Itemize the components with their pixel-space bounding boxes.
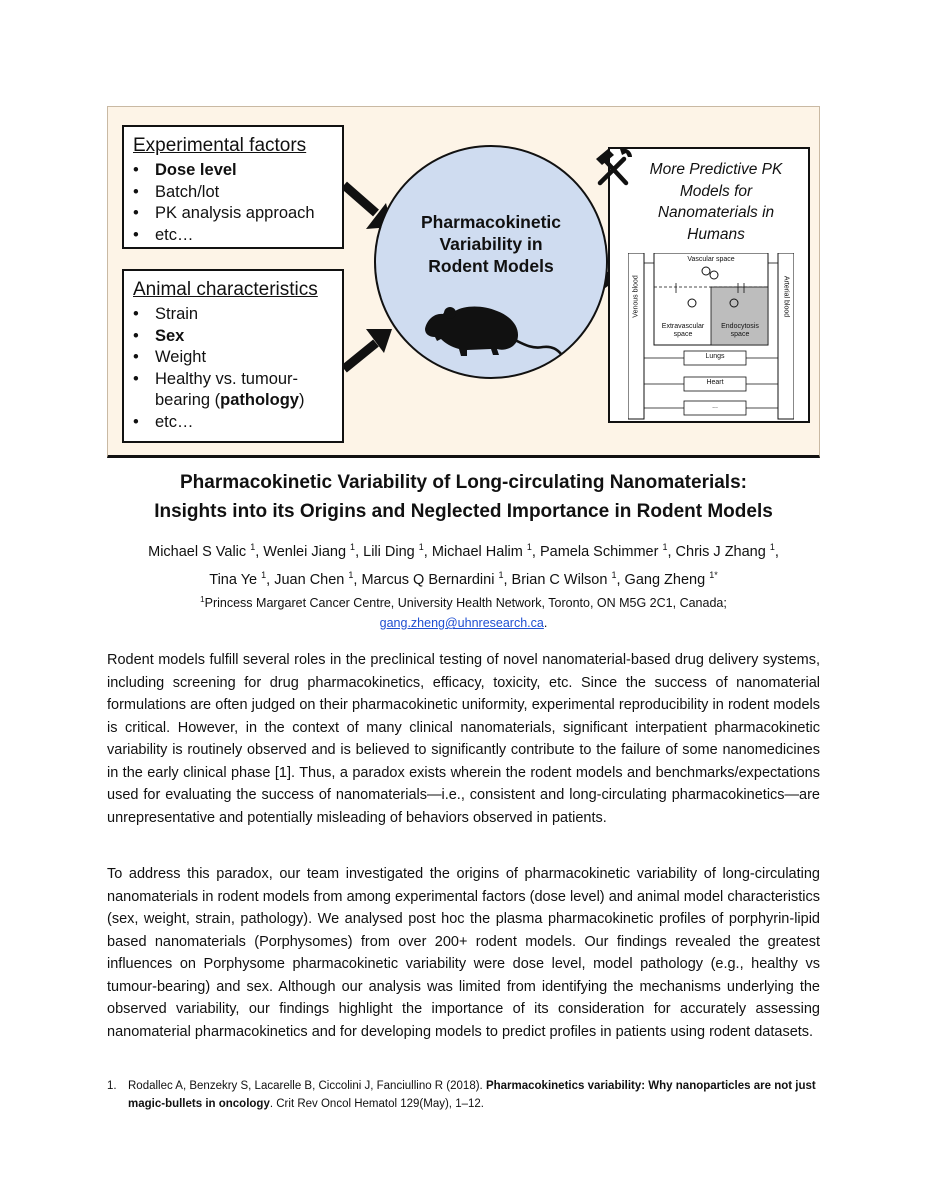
item-text: Batch/lot	[155, 182, 220, 201]
vascular-space-label: Vascular space	[687, 256, 735, 263]
author-affiliation-marker: 1	[250, 542, 256, 552]
author-name: Pamela Schimmer $^1$	[539, 542, 668, 560]
experimental-factors-title: Experimental factors	[133, 135, 307, 156]
reference-title: Pharmacokinetics variability: Why nanoparticles are not just magic-bullets in oncology	[128, 1080, 816, 1110]
title-line: Humans	[687, 225, 745, 243]
label-line: Endocytosis	[721, 323, 759, 330]
animal-characteristics-title: Animal characteristics	[133, 279, 318, 300]
author-name: Juan Chen $^1$	[274, 569, 354, 588]
item-text: Dose level	[155, 161, 237, 179]
animal-characteristics-box	[122, 269, 344, 443]
item-text: pathology	[220, 391, 299, 410]
item-text: etc…	[155, 412, 194, 431]
title-line: Pharmacokinetic Variability of Long-circulating Nanomaterials:	[180, 472, 747, 493]
author-affiliation-marker: 1	[769, 542, 775, 552]
pk-compartment-diagram	[628, 253, 794, 423]
author-affiliation-marker: 1*	[709, 569, 718, 580]
paper-title	[0, 468, 927, 526]
item-text: Healthy vs. tumour-	[155, 369, 299, 388]
author-affiliation-marker: 1	[526, 542, 532, 552]
author-affiliation-marker: 1	[261, 569, 267, 580]
author-name: Wenlei Jiang $^1$	[263, 542, 356, 560]
author-name: Gang Zheng $^{1*}$	[624, 569, 718, 588]
reference-journal: . Crit Rev Oncol Hematol 129(May), 1–12.	[269, 1098, 484, 1110]
list-item	[133, 369, 342, 412]
title-line: More Predictive PK	[649, 161, 783, 178]
author-name: Chris J Zhang $^1$	[675, 542, 775, 560]
affiliation-marker: 1	[200, 595, 205, 604]
animal-characteristics-list	[124, 304, 342, 434]
venous-blood-label: Venous blood	[632, 275, 640, 318]
list-item	[133, 225, 342, 247]
author-affiliation-marker: 1	[611, 569, 617, 580]
endocytosis-space-label	[712, 323, 768, 339]
author-name: Marcus Q Bernardini $^1$	[361, 569, 504, 588]
graphical-abstract-figure	[107, 106, 820, 458]
author-list: Michael S Valic $^1$, Wenlei Jiang $^1$, Lili Ding $^1$, Michael Halim $^1$, Pamela Schimmer $^1$, Chris J Zhang $^1$, Tina Ye $^1$, Juan Chen $^1$, Marcus Q Bernardini $^1$, Brian C Wilson $^1$, Gang Zheng $^{1*}$	[148, 542, 779, 588]
title-line: Models for	[679, 182, 753, 200]
label-line: space	[730, 331, 750, 338]
heart-label: Heart	[706, 379, 724, 386]
label-line: space	[673, 331, 693, 338]
author-name: Michael Halim $^1$	[431, 542, 532, 560]
item-text: PK analysis approach	[155, 204, 315, 223]
list-item	[133, 347, 342, 369]
author-affiliation-marker: 1	[350, 542, 356, 552]
list-item	[133, 326, 342, 348]
reference-item	[107, 1077, 820, 1113]
arterial-blood-label: Arterial blood	[782, 275, 790, 318]
reference-text	[128, 1077, 820, 1113]
item-text: Sex	[155, 326, 185, 345]
extravascular-space-label	[655, 323, 711, 339]
affiliation	[0, 590, 927, 633]
experimental-factors-box	[122, 125, 344, 249]
affiliation-text: Princess Margaret Cancer Centre, University Health Network, Toronto, ON M5G 2C1, Canada;	[204, 596, 727, 611]
list-item	[133, 203, 342, 225]
title-line: Pharmacokinetic	[420, 212, 562, 232]
title-line: Insights into its Origins and Neglected Importance in Rodent Models	[154, 501, 773, 522]
author-name: Tina Ye $^1$	[209, 569, 267, 588]
title-line: Nanomaterials in	[657, 204, 775, 221]
list-item	[133, 304, 342, 326]
author-affiliation-marker: 1	[418, 542, 424, 552]
item-text: )	[298, 391, 305, 410]
item-text: Strain	[155, 305, 199, 323]
predictive-model-box	[608, 147, 810, 423]
experimental-factors-list	[124, 160, 342, 246]
variability-title	[376, 211, 606, 277]
reference-number: 1.	[107, 1080, 117, 1092]
item-text: bearing (	[155, 391, 221, 410]
list-item	[133, 412, 342, 434]
more-organs-label: ...	[712, 403, 718, 410]
author-affiliation-marker: 1	[498, 569, 504, 580]
email-suffix: .	[543, 616, 548, 631]
label-line: Extravascular	[661, 323, 705, 330]
author-affiliation-marker: 1	[662, 542, 668, 552]
model-title	[628, 159, 804, 245]
body-paragraph: To address this paradox, our team investigated the origins of pharmacokinetic variability of long-circulating nanomaterials in rodent models from among experimental factors (dose level) and animal model characteristics (sex, weight, strain, pathology). We analysed post hoc the plasma pharmacokinetic profiles of porphyrin-lipid based nanomaterials (Porphysomes) from over 200+ rodent models. Our findings revealed the greatest influences on Porphysome pharmacokinetic variability were dose level, model pathology (e.g., healthy vs tumour-bearing) and sex. Although our analysis was limited from identifying the mechanisms underlying the observed variability, our findings highlight the importance of its consideration for accurately assessing nanomaterial pharmacokinetics and for developing models to predict profiles in patients using rodent datasets.	[107, 866, 820, 1040]
author-name: Brian C Wilson $^1$	[511, 569, 617, 588]
list-item	[133, 182, 342, 204]
pk-diagram-lines	[628, 253, 794, 423]
lungs-label: Lungs	[705, 353, 725, 360]
reference-list	[107, 1077, 820, 1113]
author-name: Lili Ding $^1$	[363, 542, 424, 560]
arrow-icon	[344, 329, 392, 369]
list-item	[133, 160, 342, 182]
item-text: etc…	[155, 225, 194, 244]
author-name: Michael S Valic $^1$	[148, 542, 256, 560]
email-link[interactable]: gang.zheng@uhnresearch.ca	[379, 616, 544, 631]
title-line: Variability in	[439, 234, 543, 254]
item-text: Weight	[155, 348, 207, 367]
variability-circle	[374, 145, 608, 379]
title-line: Rodent Models	[428, 256, 554, 276]
reference-authors: Rodallec A, Benzekry S, Lacarelle B, Ciccolini J, Fanciullino R (2018).	[128, 1080, 483, 1092]
mouse-icon	[413, 297, 563, 361]
author-affiliation-marker: 1	[348, 569, 354, 580]
body-paragraph: Rodent models fulfill several roles in the preclinical testing of novel nanomaterial-based drug delivery systems, including screening for drug pharmacokinetics, efficacy, toxicity, etc. Since the success of nanomaterial formulations are often judged on their pharmacokinetic uniformity, experimental reproducibility in rodent models is critical. However, in the context of many clinical nanomaterials, significant interpatient pharmacokinetic variability is routinely observed and is believed to significantly contribute to the failure of some nanomedicines in the early clinical phase [1]. Thus, a paradox exists wherein the rodent models and benchmarks/expectations used for evaluating the success of nanomaterials—i.e., consistent and long-circulating pharmacokinetics—are unrepresentative and potentially misleading of behaviors observed in patients.	[107, 652, 820, 826]
